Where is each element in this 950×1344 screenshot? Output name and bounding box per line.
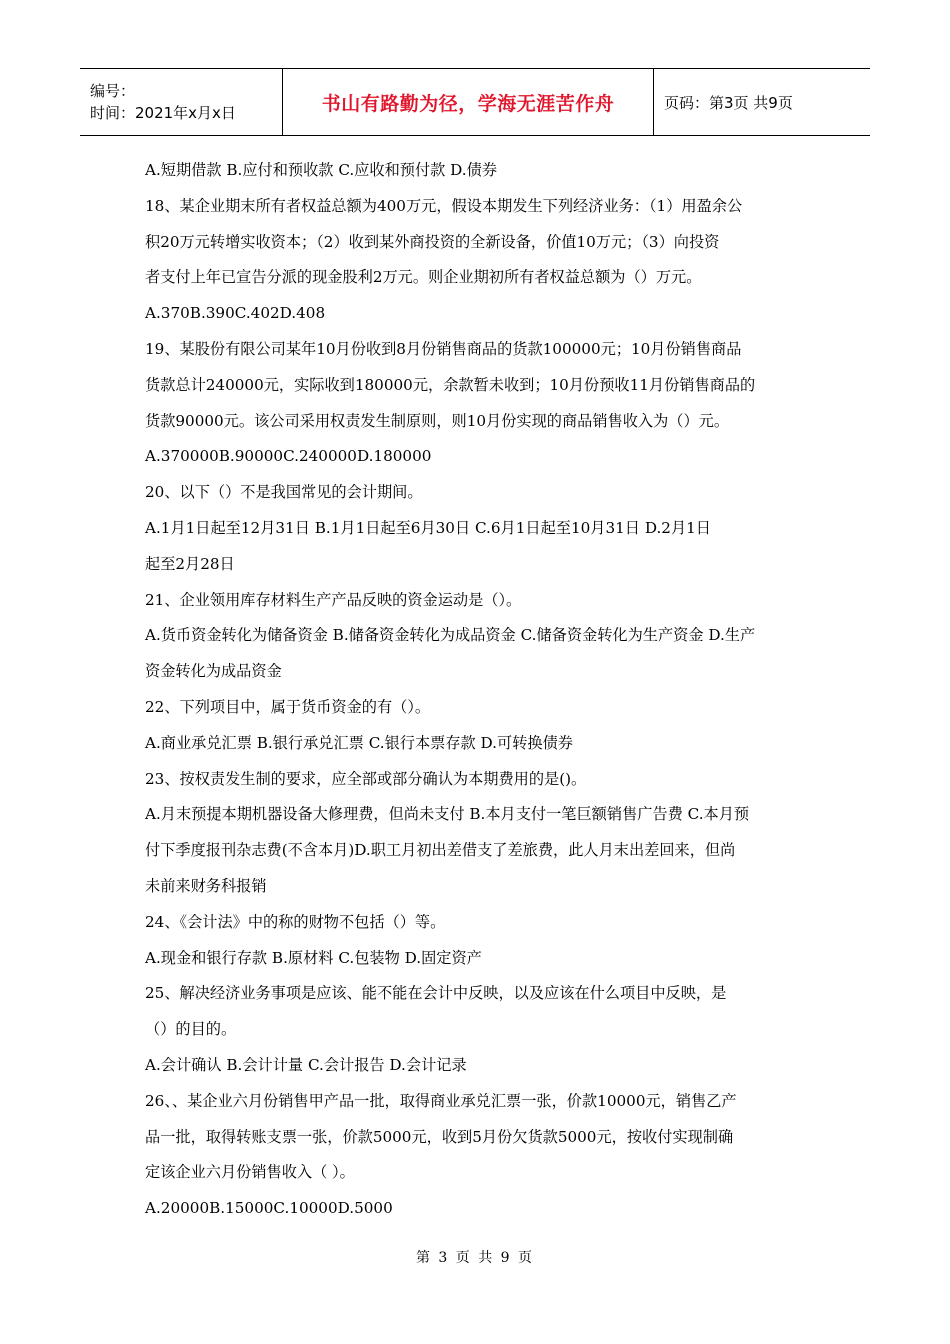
text-line: A.商业承兑汇票 B.银行承兑汇票 C.银行本票存款 D.可转换债券	[145, 733, 573, 752]
text-line: A.货币资金转化为储备资金 B.储备资金转化为成品资金 C.储备资金转化为生产资金 D.生产	[145, 626, 756, 645]
document-body	[145, 153, 810, 1227]
text-line: 定该企业六月份销售收入（ ）。	[145, 1163, 355, 1182]
text-line: 23、按权责发生制的要求，应全部或部分确认为本期费用的是()。	[145, 769, 587, 788]
text-line: 22、下列项目中，属于货币资金的有（）。	[145, 697, 431, 716]
text-line: 者支付上年已宣告分派的现金股利2万元。则企业期初所有者权益总额为（）万元。	[145, 268, 702, 287]
page-header	[80, 68, 870, 136]
text-line: 资金转化为成品资金	[145, 662, 282, 681]
text-line: 21、企业领用库存材料生产产品反映的资金运动是（）。	[145, 590, 522, 609]
document-number-label: 编号：	[90, 82, 136, 100]
text-line: 付下季度报刊杂志费(不含本月)D.职工月初出差借支了差旅费，此人月末出差回来，但尚	[145, 841, 736, 860]
text-line: 20、以下（）不是我国常见的会计期间。	[145, 483, 423, 502]
text-line: 未前来财务科报销	[145, 876, 267, 895]
text-line: A.短期借款 B.应付和预收款 C.应收和预付款 D.债券	[145, 161, 498, 179]
text-line: （）的目的。	[145, 1020, 237, 1039]
text-line: 品一批，取得转账支票一张，价款5000元，收到5月份欠货款5000元，按收付实现制确	[145, 1127, 734, 1146]
page-code: 页码：第3页 共9页	[664, 93, 793, 112]
text-line: A.20000B.15000C.10000D.5000	[145, 1199, 393, 1218]
page-footer: 第 3 页 共 9 页	[415, 1250, 535, 1266]
text-line: A.370000B.90000C.240000D.180000	[145, 447, 432, 466]
text-line: A.会计确认 B.会计计量 C.会计报告 D.会计记录	[145, 1055, 467, 1074]
text-line: A.现金和银行存款 B.原材料 C.包装物 D.固定资产	[145, 948, 482, 967]
text-line: A.370B.390C.402D.408	[145, 304, 326, 323]
text-line: 货款90000元。该公司采用权责发生制原则，则10月份实现的商品销售收入为（）元。	[145, 411, 730, 430]
text-line: 起至2月28日	[145, 554, 235, 573]
text-line: 26、、某企业六月份销售甲产品一批，取得商业承兑汇票一张，价款10000元，销售乙产	[145, 1091, 737, 1110]
header-meta	[80, 69, 282, 135]
text-line: A.月末预提本期机器设备大修理费，但尚未支付 B.本月支付一笔巨额销售广告费 C.本月预	[145, 805, 750, 824]
document-time: 时间：2021年x月x日	[90, 104, 236, 122]
header-page-cell	[654, 69, 870, 135]
text-line: 18、某企业期末所有者权益总额为400万元，假设本期发生下列经济业务：（1）用盈余公	[145, 196, 743, 215]
text-line: 19、某股份有限公司某年10月份收到8月份销售商品的货款100000元；10月份销售商品	[145, 339, 742, 358]
text-line: 24、《会计法》中的称的财物不包括（）等。	[145, 912, 446, 931]
text-line: 积20万元转增实收资本；（2）收到某外商投资的全新设备，价值10万元；（3）向投资	[145, 232, 720, 251]
text-line: 货款总计240000元，实际收到180000元，余款暂未收到；10月份预收11月份销售商品的	[145, 375, 756, 394]
text-line: 25、解决经济业务事项是应该、能不能在会计中反映，以及应该在什么项目中反映，是	[145, 984, 727, 1003]
header-motto-cell	[282, 69, 654, 135]
motto: 书山有路勤为径，学海无涯苦作舟	[321, 92, 615, 115]
text-line: A.1月1日起至12月31日 B.1月1日起至6月30日 C.6月1日起至10月31日 D.2月1日	[145, 518, 711, 537]
